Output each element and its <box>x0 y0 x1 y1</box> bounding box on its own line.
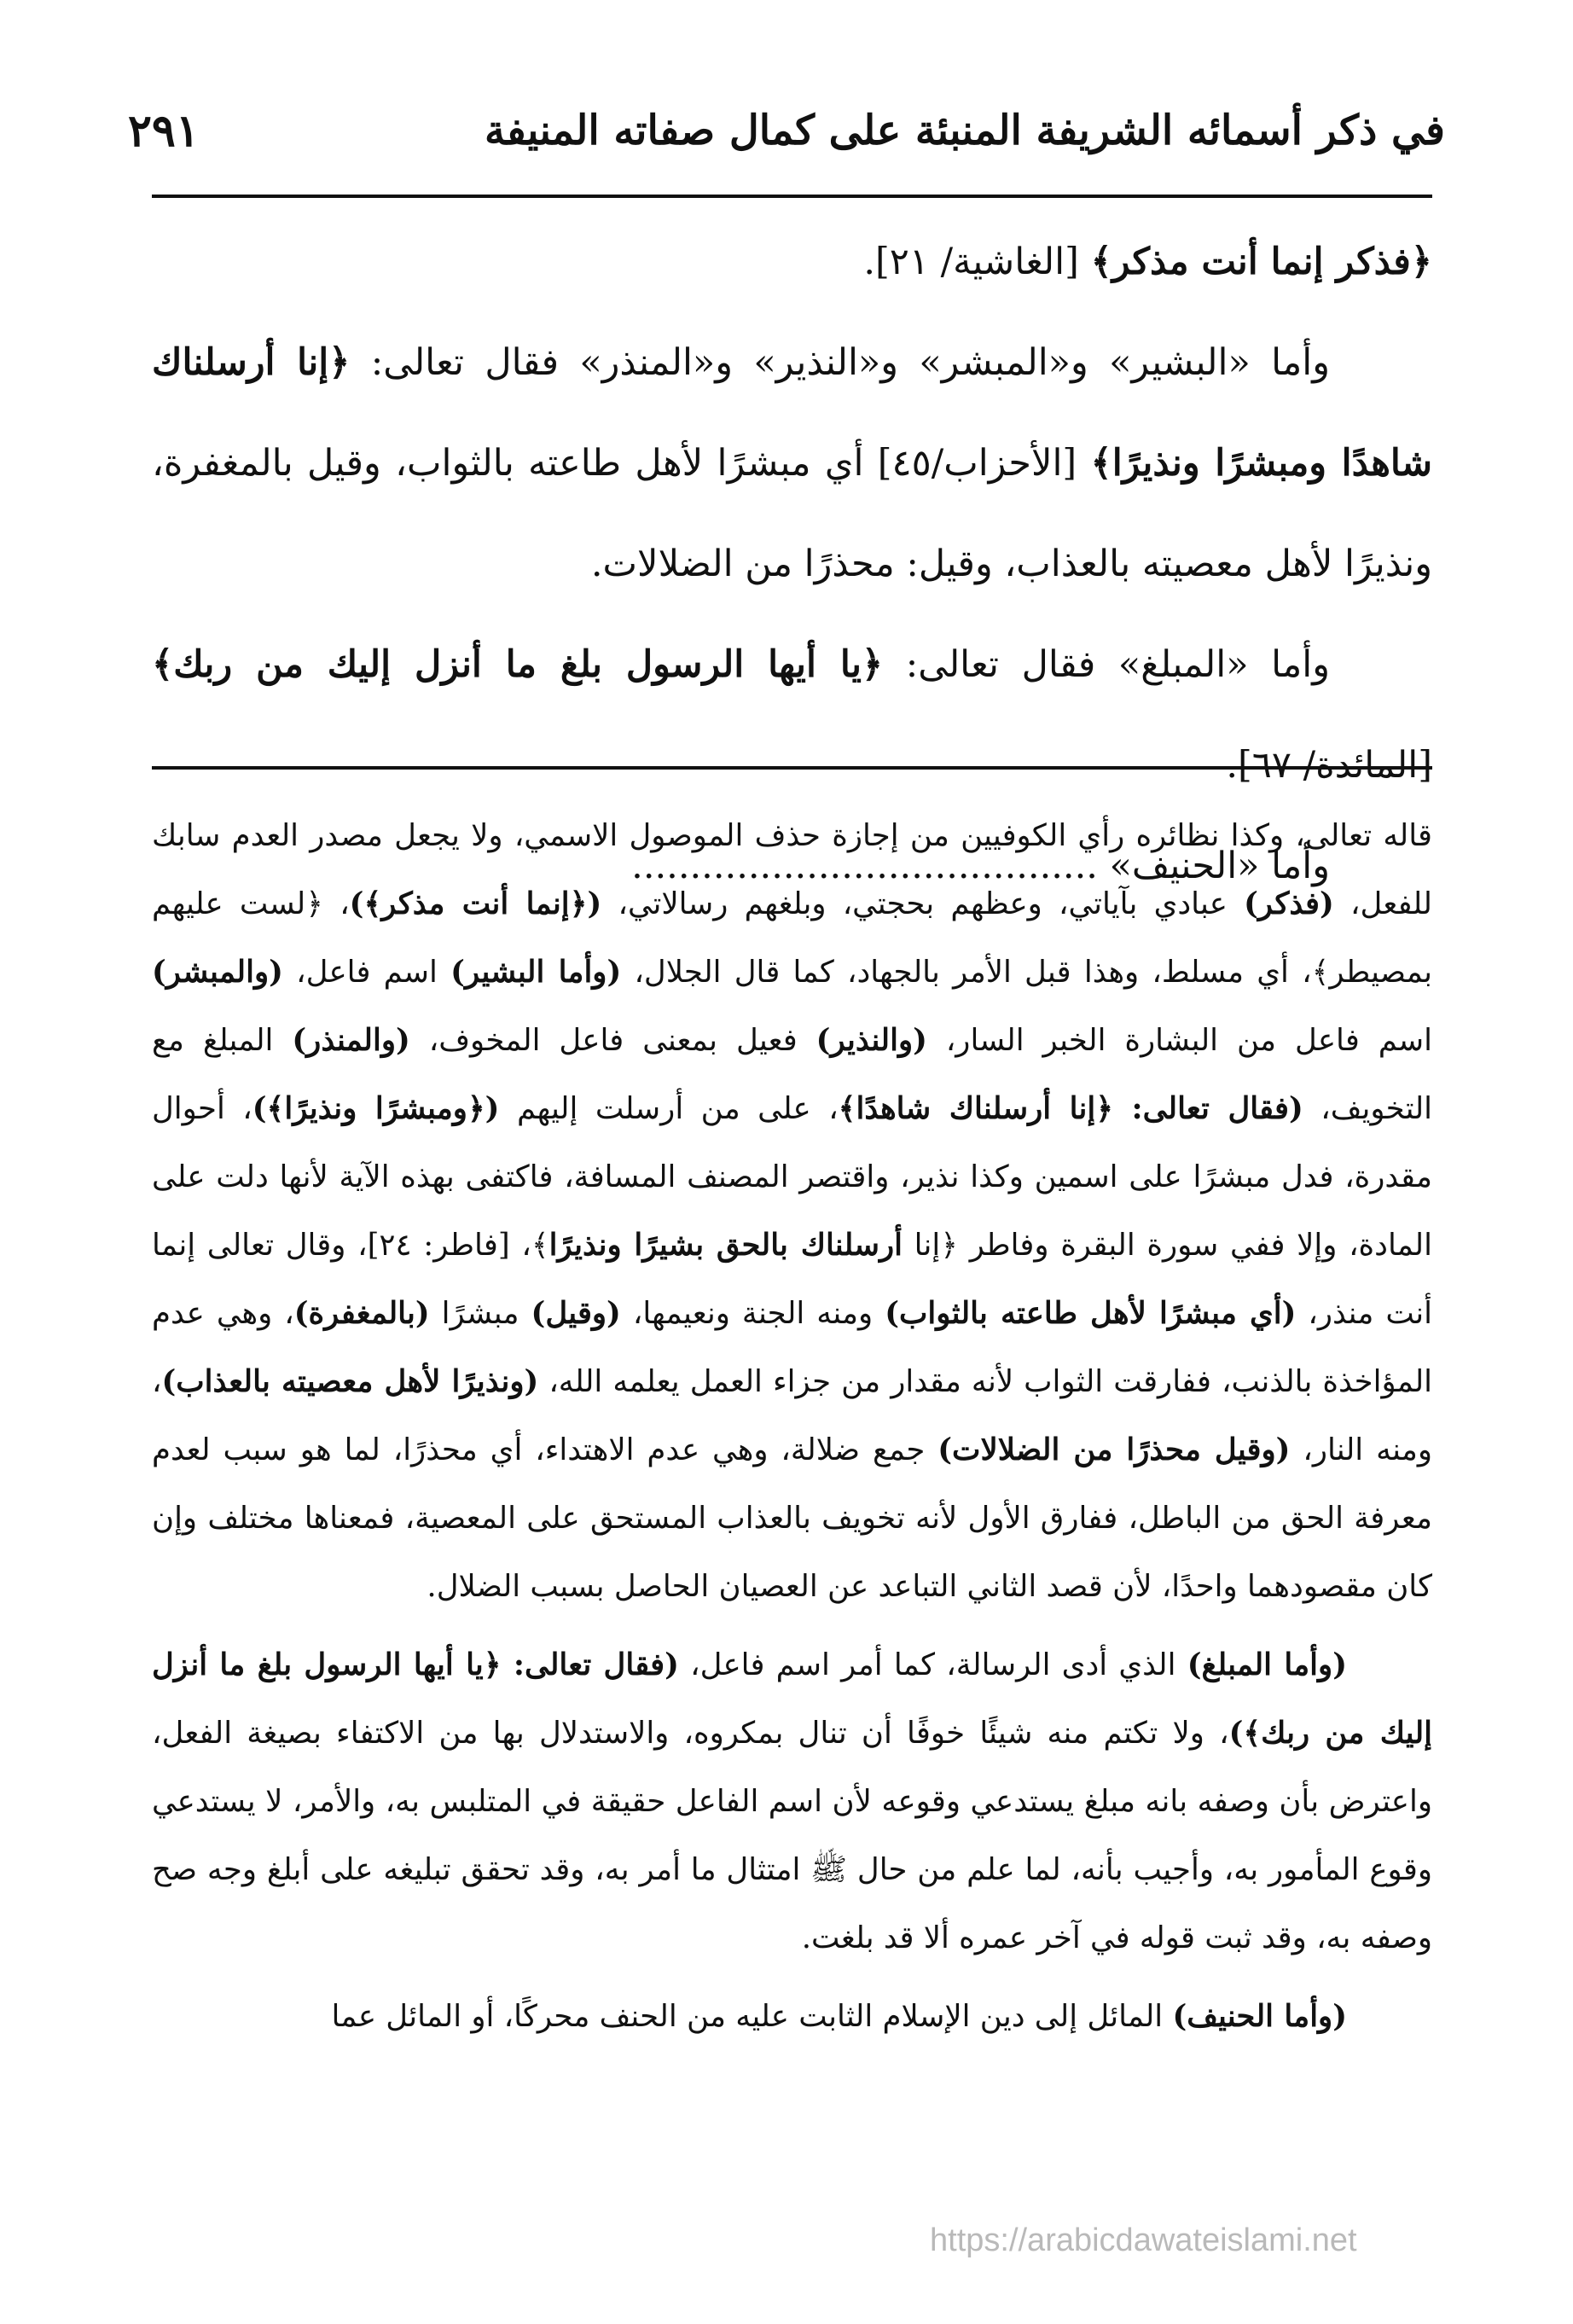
quran-verse: ﴿إنا أرسلناك شاهدًا ومبشرًا ونذيرًا﴾ <box>152 341 1433 485</box>
matn-paragraph-3 <box>152 614 1432 816</box>
bold-term: (فقال تعالى: ﴿إنا أرسلناك شاهدًا﴾ <box>838 1091 1303 1126</box>
text-run: وأما «الحنيف» <box>1097 845 1330 887</box>
text-run: [المائدة/ ٦٧]. <box>1226 744 1432 787</box>
text-run: اسم فاعل، <box>282 955 451 990</box>
text-run: قاله تعالى، وكذا نظائره رأي الكوفيين من إجازة حذف الموصول الاسمي، ولا يجعل مصدر العدم سابك للفعل، <box>152 818 1432 921</box>
commentary-paragraph-3 <box>152 1983 1432 2051</box>
bold-term: (أي مبشرًا لأهل طاعته بالثواب) <box>885 1296 1297 1331</box>
matn-paragraph-2 <box>152 312 1432 614</box>
commentary-text <box>152 802 1432 2051</box>
bold-term: (والمنذر) <box>292 1023 410 1058</box>
commentary-paragraph-1 <box>152 802 1432 1621</box>
text-run: ، ومنه النار، <box>152 1364 1432 1467</box>
text-run: ، ﴿لست عليهم بمصيطر﴾، أي مسلط، وهذا قبل الأمر بالجهاد، كما قال الجلال، <box>152 886 1432 990</box>
watermark-url: https://arabicdawateislami.net <box>930 2222 1357 2258</box>
bold-term: (﴿إنما أنت مذكر﴾) <box>349 886 602 921</box>
text-run: الذي أدى الرسالة، كما أمر اسم فاعل، <box>678 1647 1187 1682</box>
bold-term: (والنذير) <box>816 1023 927 1058</box>
text-run: ، أحوال مقدرة، فدل مبشرًا على اسمين وكذا نذير، واقتصر المصنف المسافة، فاكتفى بهذه الآية لأنها دلت على المادة، وإلا ففي سورة البقرة وفاطر ﴿إنا <box>152 1091 1432 1263</box>
bold-term: (والمبشر) <box>152 955 283 990</box>
commentary-paragraph-2 <box>152 1631 1432 1972</box>
bold-term: (وقيل محذرًا من الضلالات) <box>937 1432 1291 1467</box>
section-rule <box>152 766 1432 770</box>
bold-term: (وأما المبلغ) <box>1187 1647 1347 1682</box>
page-number: ٢٩١ <box>128 104 200 157</box>
text-run: جمع ضلالة، وهي عدم الاهتداء، أي محذرًا، لما هو سبب لعدم معرفة الحق من الباطل، ففارق الأول لأنه تخويف بالعذاب المستحق على المعصية، فمعناها مختلف وإن كان مقصودهما واحدًا، لأن قصد الثاني التباعد عن العصيان الحاصل بسبب الضلال. <box>152 1432 1432 1604</box>
bold-term: (﴿ومبشرًا ونذيرًا﴾) <box>252 1091 500 1126</box>
text-run: ، على من أرسلت إليهم <box>499 1091 839 1126</box>
verse-reference: [الغاشية/ ٢١]. <box>863 241 1091 283</box>
quran-verse: ﴿فذكر إنما أنت مذكر﴾ <box>1090 241 1432 283</box>
page-header <box>128 101 1445 160</box>
text-run: ، وهي عدم المؤاخذة بالذنب، ففارقت الثواب لأنه مقدار من جزاء العمل يعلمه الله، <box>152 1296 1432 1399</box>
quran-verse: ﴿يا أيها الرسول بلغ ما أنزل إليك من ربك﴾ <box>152 643 884 686</box>
text-run: عبادي بآياتي، وعظهم بحجتي، وبلغهم رسالاتي، <box>601 886 1245 921</box>
text-run: المبلغ مع التخويف، <box>152 1023 1432 1126</box>
matn-paragraph-1 <box>152 212 1432 312</box>
text-run: [الأحزاب/٤٥] أي مبشرًا لأهل طاعته بالثواب، وقيل بالمغفرة، ونذيرًا لأهل معصيته بالعذاب، وقيل: محذرًا من الضلالات. <box>152 442 1432 585</box>
bold-term: أرسلناك بالحق بشيرًا ونذيرًا <box>549 1228 903 1263</box>
running-title: في ذكر أسمائه الشريفة المنبئة على كمال صفاته المنيفة <box>484 107 1445 154</box>
text-run: ﴾، [فاطر: ٢٤]، وقال تعالى إنما أنت منذر، <box>152 1228 1432 1331</box>
text-run: ، ولا تكتم منه شيئًا خوفًا أن تنال بمكروه، والاستدلال بها من الاكتفاء بصيغة الفعل، واعترض بأن وصفه بانه مبلغ يستدعي وقوعه لأن اسم الفاعل حقيقة في المتلبس به، والأمر، لا يستدعي وقوع المأمور به، وأجيب بأنه، لما علم من حال ﷺ امتثال ما أمر به، وقد تحقق تبليغه على أبلغ وجه صح وصفه به، وقد ثبت قوله في آخر عمره ألا قد بلغت. <box>152 1716 1432 1955</box>
bold-term: (فقال تعالى: ﴿يا أيها الرسول بلغ ما أنزل إليك من ربك﴾) <box>152 1647 1433 1751</box>
bold-term: (وأما البشير) <box>450 955 622 990</box>
header-rule <box>152 195 1432 198</box>
ellipsis-dots: ........................................ <box>631 845 1098 887</box>
text-run: ومنه الجنة ونعيمها، <box>620 1296 885 1331</box>
bold-term: (فذكر) <box>1244 886 1334 921</box>
bold-term: (وقيل) <box>531 1296 621 1331</box>
text-run: اسم فاعل من البشارة الخبر السار، <box>926 1023 1432 1058</box>
bold-term: (بالمغفرة) <box>293 1296 430 1331</box>
text-run: فعيل بمعنى فاعل المخوف، <box>409 1023 816 1058</box>
text-run: المائل إلى دين الإسلام الثابت عليه من الحنف محركًا، أو المائل عما <box>331 1999 1173 2034</box>
text-run: مبشرًا <box>429 1296 531 1331</box>
text-run: وأما «المبلغ» فقال تعالى: <box>883 643 1330 686</box>
text-run: وأما «البشير» و«المبشر» و«النذير» و«المنذر» فقال تعالى: <box>350 341 1330 384</box>
bold-term: (ونذيرًا لأهل معصيته بالعذاب) <box>161 1364 539 1399</box>
bold-term: (وأما الحنيف) <box>1172 1999 1347 2034</box>
